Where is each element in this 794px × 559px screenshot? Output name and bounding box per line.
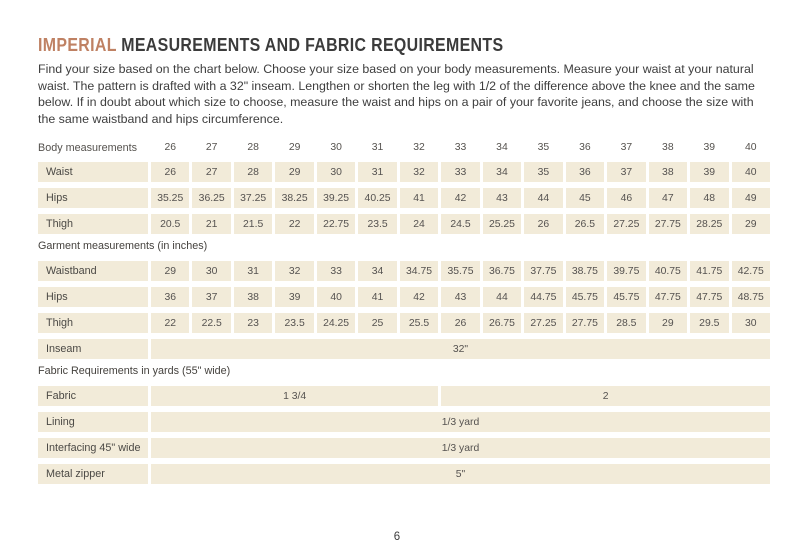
- table-cell: 32: [275, 261, 313, 281]
- table-cell: 26.5: [566, 214, 604, 234]
- table-cell: 49: [732, 188, 770, 208]
- table-cell: 29.5: [690, 313, 728, 333]
- size-column-header: 32: [413, 142, 425, 153]
- size-column-header: 29: [288, 142, 301, 153]
- table-cell: 36.25: [192, 188, 230, 208]
- table-cell: 29: [275, 162, 313, 182]
- size-column-header: 31: [371, 142, 384, 153]
- table-cell: 42: [441, 188, 479, 208]
- table-cell: 1/3 yard: [151, 412, 770, 432]
- table-cell: 41.75: [690, 261, 728, 281]
- table-cell: 27.25: [524, 313, 562, 333]
- row-label: Thigh: [38, 214, 148, 234]
- table-cell: 28: [234, 162, 272, 182]
- table-header-row: [38, 140, 770, 155]
- table-cell: 38.25: [275, 188, 313, 208]
- table-cell: 41: [358, 287, 396, 307]
- table-cell: 41: [400, 188, 438, 208]
- size-column-header: 27: [205, 142, 218, 153]
- table-cell: 30: [732, 313, 770, 333]
- table-cell: 31: [358, 162, 396, 182]
- table-cell: 47.75: [690, 287, 728, 307]
- table-cell: 38.75: [566, 261, 604, 281]
- table-row-garment-thigh: [38, 313, 770, 333]
- table-cell: 39: [275, 287, 313, 307]
- size-column-header: 37: [620, 142, 633, 153]
- row-label: Waist: [38, 162, 148, 182]
- table-cell: 37.25: [234, 188, 272, 208]
- table-cell: 26: [441, 313, 479, 333]
- table-cell: 47.75: [649, 287, 687, 307]
- table-cell: 43: [483, 188, 521, 208]
- intro-paragraph: Find your size based on the chart below. Choose your size based on your body measurements. Measure your waist at your natural waist. The pattern is drafted with a 32" inseam. Lengthen or shorten the leg with 1/2 of the difference above the knee and the same below. If in doubt about which size to choose, measure the waist and hips on a pair of your favorite jeans, and choose the size with the same waistband and hips circumference.: [38, 62, 755, 126]
- row-label: Hips: [38, 287, 148, 307]
- table-cell: 29: [732, 214, 770, 234]
- row-label: Lining: [38, 412, 148, 432]
- table-cell: 44.75: [524, 287, 562, 307]
- page-content: [38, 34, 770, 490]
- page-title-rest: MEASUREMENTS AND FABRIC REQUIREMENTS: [116, 34, 504, 55]
- table-cell: 31: [234, 261, 272, 281]
- table-cell: 33: [317, 261, 355, 281]
- section-label-fabric: Fabric Requirements in yards (55" wide): [38, 365, 231, 377]
- page-number: 6: [393, 531, 401, 543]
- table-cell: 44: [483, 287, 521, 307]
- table-row-inseam: [38, 339, 770, 359]
- table-cell: 22: [151, 313, 189, 333]
- table-cell: 39.75: [607, 261, 645, 281]
- size-column-header: 39: [703, 142, 716, 153]
- table-cell: 45.75: [566, 287, 604, 307]
- table-cell: 35: [524, 162, 562, 182]
- table-row-interfacing-45-wide: [38, 438, 770, 458]
- table-cell: 40: [732, 162, 770, 182]
- table-cell: 45.75: [607, 287, 645, 307]
- size-table: [38, 140, 770, 484]
- table-cell: 27.25: [607, 214, 645, 234]
- table-cell: 38: [234, 287, 272, 307]
- row-label: Waistband: [38, 261, 148, 281]
- table-row-garment-hips: [38, 287, 770, 307]
- table-cell-fabric-right: 2: [441, 386, 770, 406]
- table-cell: 30: [192, 261, 230, 281]
- table-row-garment-waistband: [38, 261, 770, 281]
- row-label: Inseam: [38, 339, 148, 359]
- row-label: Thigh: [38, 313, 148, 333]
- size-column-header: 28: [247, 142, 259, 153]
- table-cell: 23: [234, 313, 272, 333]
- table-cell: 39.25: [317, 188, 355, 208]
- size-column-header: 33: [454, 142, 467, 153]
- table-row-lining: [38, 412, 770, 432]
- table-cell: 22.5: [192, 313, 230, 333]
- table-cell: 44: [524, 188, 562, 208]
- table-cell: 37: [607, 162, 645, 182]
- table-cell: 26: [524, 214, 562, 234]
- table-cell: 36: [566, 162, 604, 182]
- table-cell: 34: [358, 261, 396, 281]
- table-cell: 29: [649, 313, 687, 333]
- page-title-accent: IMPERIAL: [38, 34, 117, 55]
- table-row-metal-zipper: [38, 464, 770, 484]
- table-cell: 25: [358, 313, 396, 333]
- page-title: [38, 34, 668, 56]
- table-cell: 38: [649, 162, 687, 182]
- row-label: Metal zipper: [38, 464, 148, 484]
- table-cell: 48: [690, 188, 728, 208]
- table-cell: 26: [151, 162, 189, 182]
- table-cell: 35.75: [441, 261, 479, 281]
- table-cell: 24: [400, 214, 438, 234]
- table-cell: 35.25: [151, 188, 189, 208]
- table-cell: 39: [690, 162, 728, 182]
- table-cell: 45: [566, 188, 604, 208]
- table-cell: 47: [649, 188, 687, 208]
- table-cell: 43: [441, 287, 479, 307]
- size-column-header: 30: [330, 142, 342, 153]
- table-cell: 26.75: [483, 313, 521, 333]
- row-label: Fabric: [38, 386, 148, 406]
- table-cell: 29: [151, 261, 189, 281]
- table-cell: 28.5: [607, 313, 645, 333]
- table-cell: 37.75: [524, 261, 562, 281]
- table-cell: 28.25: [690, 214, 728, 234]
- table-cell-inseam: 32": [151, 339, 770, 359]
- row-label: Interfacing 45" wide: [38, 438, 148, 458]
- table-cell: 21.5: [234, 214, 272, 234]
- table-cell: 48.75: [732, 287, 770, 307]
- table-cell: 30: [317, 162, 355, 182]
- size-column-header: 40: [744, 142, 757, 153]
- size-column-header: 26: [164, 142, 176, 153]
- table-cell: 20.5: [151, 214, 189, 234]
- table-cell: 25.25: [483, 214, 521, 234]
- table-cell: 25.5: [400, 313, 438, 333]
- table-cell: 22: [275, 214, 313, 234]
- table-row-body-waist: [38, 162, 770, 182]
- table-cell: 23.5: [358, 214, 396, 234]
- table-cell-fabric-left: 1 3/4: [151, 386, 438, 406]
- size-column-header: 38: [662, 142, 674, 153]
- table-row-fabric: [38, 386, 770, 406]
- table-cell: 27.75: [649, 214, 687, 234]
- table-cell: 5": [151, 464, 770, 484]
- table-cell: 1/3 yard: [151, 438, 770, 458]
- table-cell: 40.75: [649, 261, 687, 281]
- table-cell: 33: [441, 162, 479, 182]
- table-cell: 32: [400, 162, 438, 182]
- column-header-label: Body measurements: [38, 141, 138, 154]
- table-cell: 46: [607, 188, 645, 208]
- table-cell: 27.75: [566, 313, 604, 333]
- table-cell: 40: [317, 287, 355, 307]
- table-cell: 27: [192, 162, 230, 182]
- table-cell: 36.75: [483, 261, 521, 281]
- table-cell: 37: [192, 287, 230, 307]
- row-label: Hips: [38, 188, 148, 208]
- table-cell: 36: [151, 287, 189, 307]
- table-cell: 34.75: [400, 261, 438, 281]
- size-column-header: 35: [537, 142, 550, 153]
- table-cell: 42: [400, 287, 438, 307]
- table-row-body-hips: [38, 188, 770, 208]
- table-cell: 24.25: [317, 313, 355, 333]
- table-cell: 21: [192, 214, 230, 234]
- size-column-header: 36: [579, 142, 591, 153]
- table-cell: 34: [483, 162, 521, 182]
- size-column-header: 34: [496, 142, 508, 153]
- table-cell: 42.75: [732, 261, 770, 281]
- table-row-body-thigh: [38, 214, 770, 234]
- table-cell: 24.5: [441, 214, 479, 234]
- table-cell: 22.75: [317, 214, 355, 234]
- table-cell: 40.25: [358, 188, 396, 208]
- section-label-garment: Garment measurements (in inches): [38, 240, 208, 252]
- table-cell: 23.5: [275, 313, 313, 333]
